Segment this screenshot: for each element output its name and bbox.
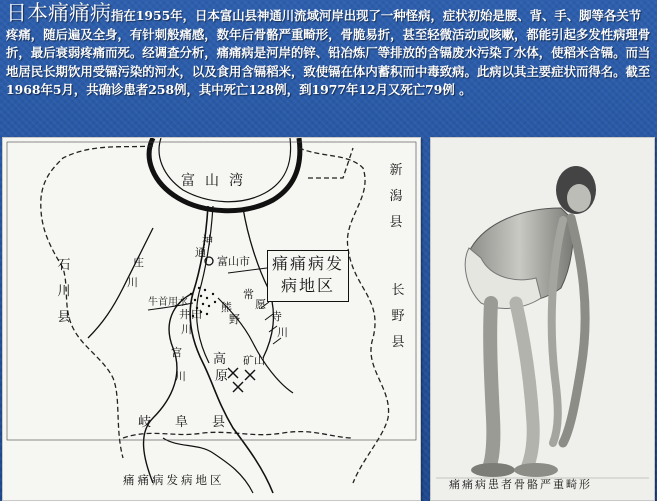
label-nagano: 长野县 — [391, 283, 405, 350]
label-chuan-gong: 川 — [175, 370, 186, 383]
label-xiong: 熊 — [221, 301, 232, 314]
label-toyama-city: 富山市 — [217, 255, 250, 268]
patient-photo — [430, 137, 655, 501]
label-chuan: 川 — [127, 276, 138, 289]
mine-markers — [228, 368, 255, 392]
slide-title: 日本痛痛病 — [6, 1, 111, 25]
bay-coastline-inner — [159, 138, 291, 202]
label-toyama-bay: 富山湾 — [181, 173, 253, 189]
label-tong: 通 — [195, 246, 206, 259]
label-chuan-johganji: 川 — [277, 326, 288, 339]
label-ye: 野 — [229, 313, 240, 326]
label-gao: 高 — [213, 352, 227, 367]
patient-foot-right — [514, 463, 558, 477]
label-chang: 常 — [243, 288, 254, 301]
label-gong: 宫 — [171, 346, 182, 359]
map-caption: 痛痛病发病地区 — [123, 473, 225, 487]
label-gyushu-canal: 牛首用水 — [148, 297, 188, 308]
disease-area-box: 痛痛病发病地区 — [267, 250, 349, 302]
river-jinzu-b — [197, 206, 213, 363]
patient-leg-left — [489, 303, 493, 468]
river-ide — [144, 293, 193, 483]
patient-illustration — [431, 138, 654, 500]
label-si: 寺 — [271, 310, 282, 323]
photo-caption: 痛痛病患者骨骼严重畸形 — [449, 478, 592, 491]
river-shogawa — [88, 228, 153, 338]
label-zhuang: 庄 — [133, 256, 144, 269]
label-shen: 神 — [202, 234, 213, 247]
border-east — [299, 148, 389, 483]
map-figure — [2, 137, 421, 501]
label-yuan-plain: 原 — [215, 369, 229, 384]
patient-foot-left — [471, 463, 515, 477]
label-gifu: 岐阜县 — [138, 415, 250, 430]
intro-paragraph — [6, 1, 652, 100]
intro-body: 指在1955年，日本富山县神通川流域河岸出现了一种怪病，症状初始是腰、背、手、脚等各关节疼痛，随后遍及全身，有针刺般痛感，数年后骨骼严重畸形，骨脆易折，甚至轻微活动或咳嗽，都能引起多发性病理骨折，最后衰弱疼痛而死。经调查分析，痛痛病是河岸的锌、铅冶炼厂等排放的含镉废水污染了水体，使稻米含镉。而当地居民长期饮用受镉污染的河水，以及食用含镉稻米，致使镉在体内蓄积而中毒致病。此病以其主要症状而得名。截至1968年5月，共确诊患者258例，其中死亡128例，到1977年12月又死亡79例 。 — [6, 8, 651, 98]
label-chuan-ide: 川 — [181, 323, 192, 336]
label-yuan: 愿 — [255, 298, 266, 311]
label-jing: 井 — [179, 308, 190, 321]
label-tian: 田 — [191, 308, 202, 321]
label-niigata: 新潟县 — [389, 163, 403, 230]
label-mine: 矿山 — [243, 354, 265, 367]
label-ishikawa: 石川县 — [57, 258, 71, 325]
